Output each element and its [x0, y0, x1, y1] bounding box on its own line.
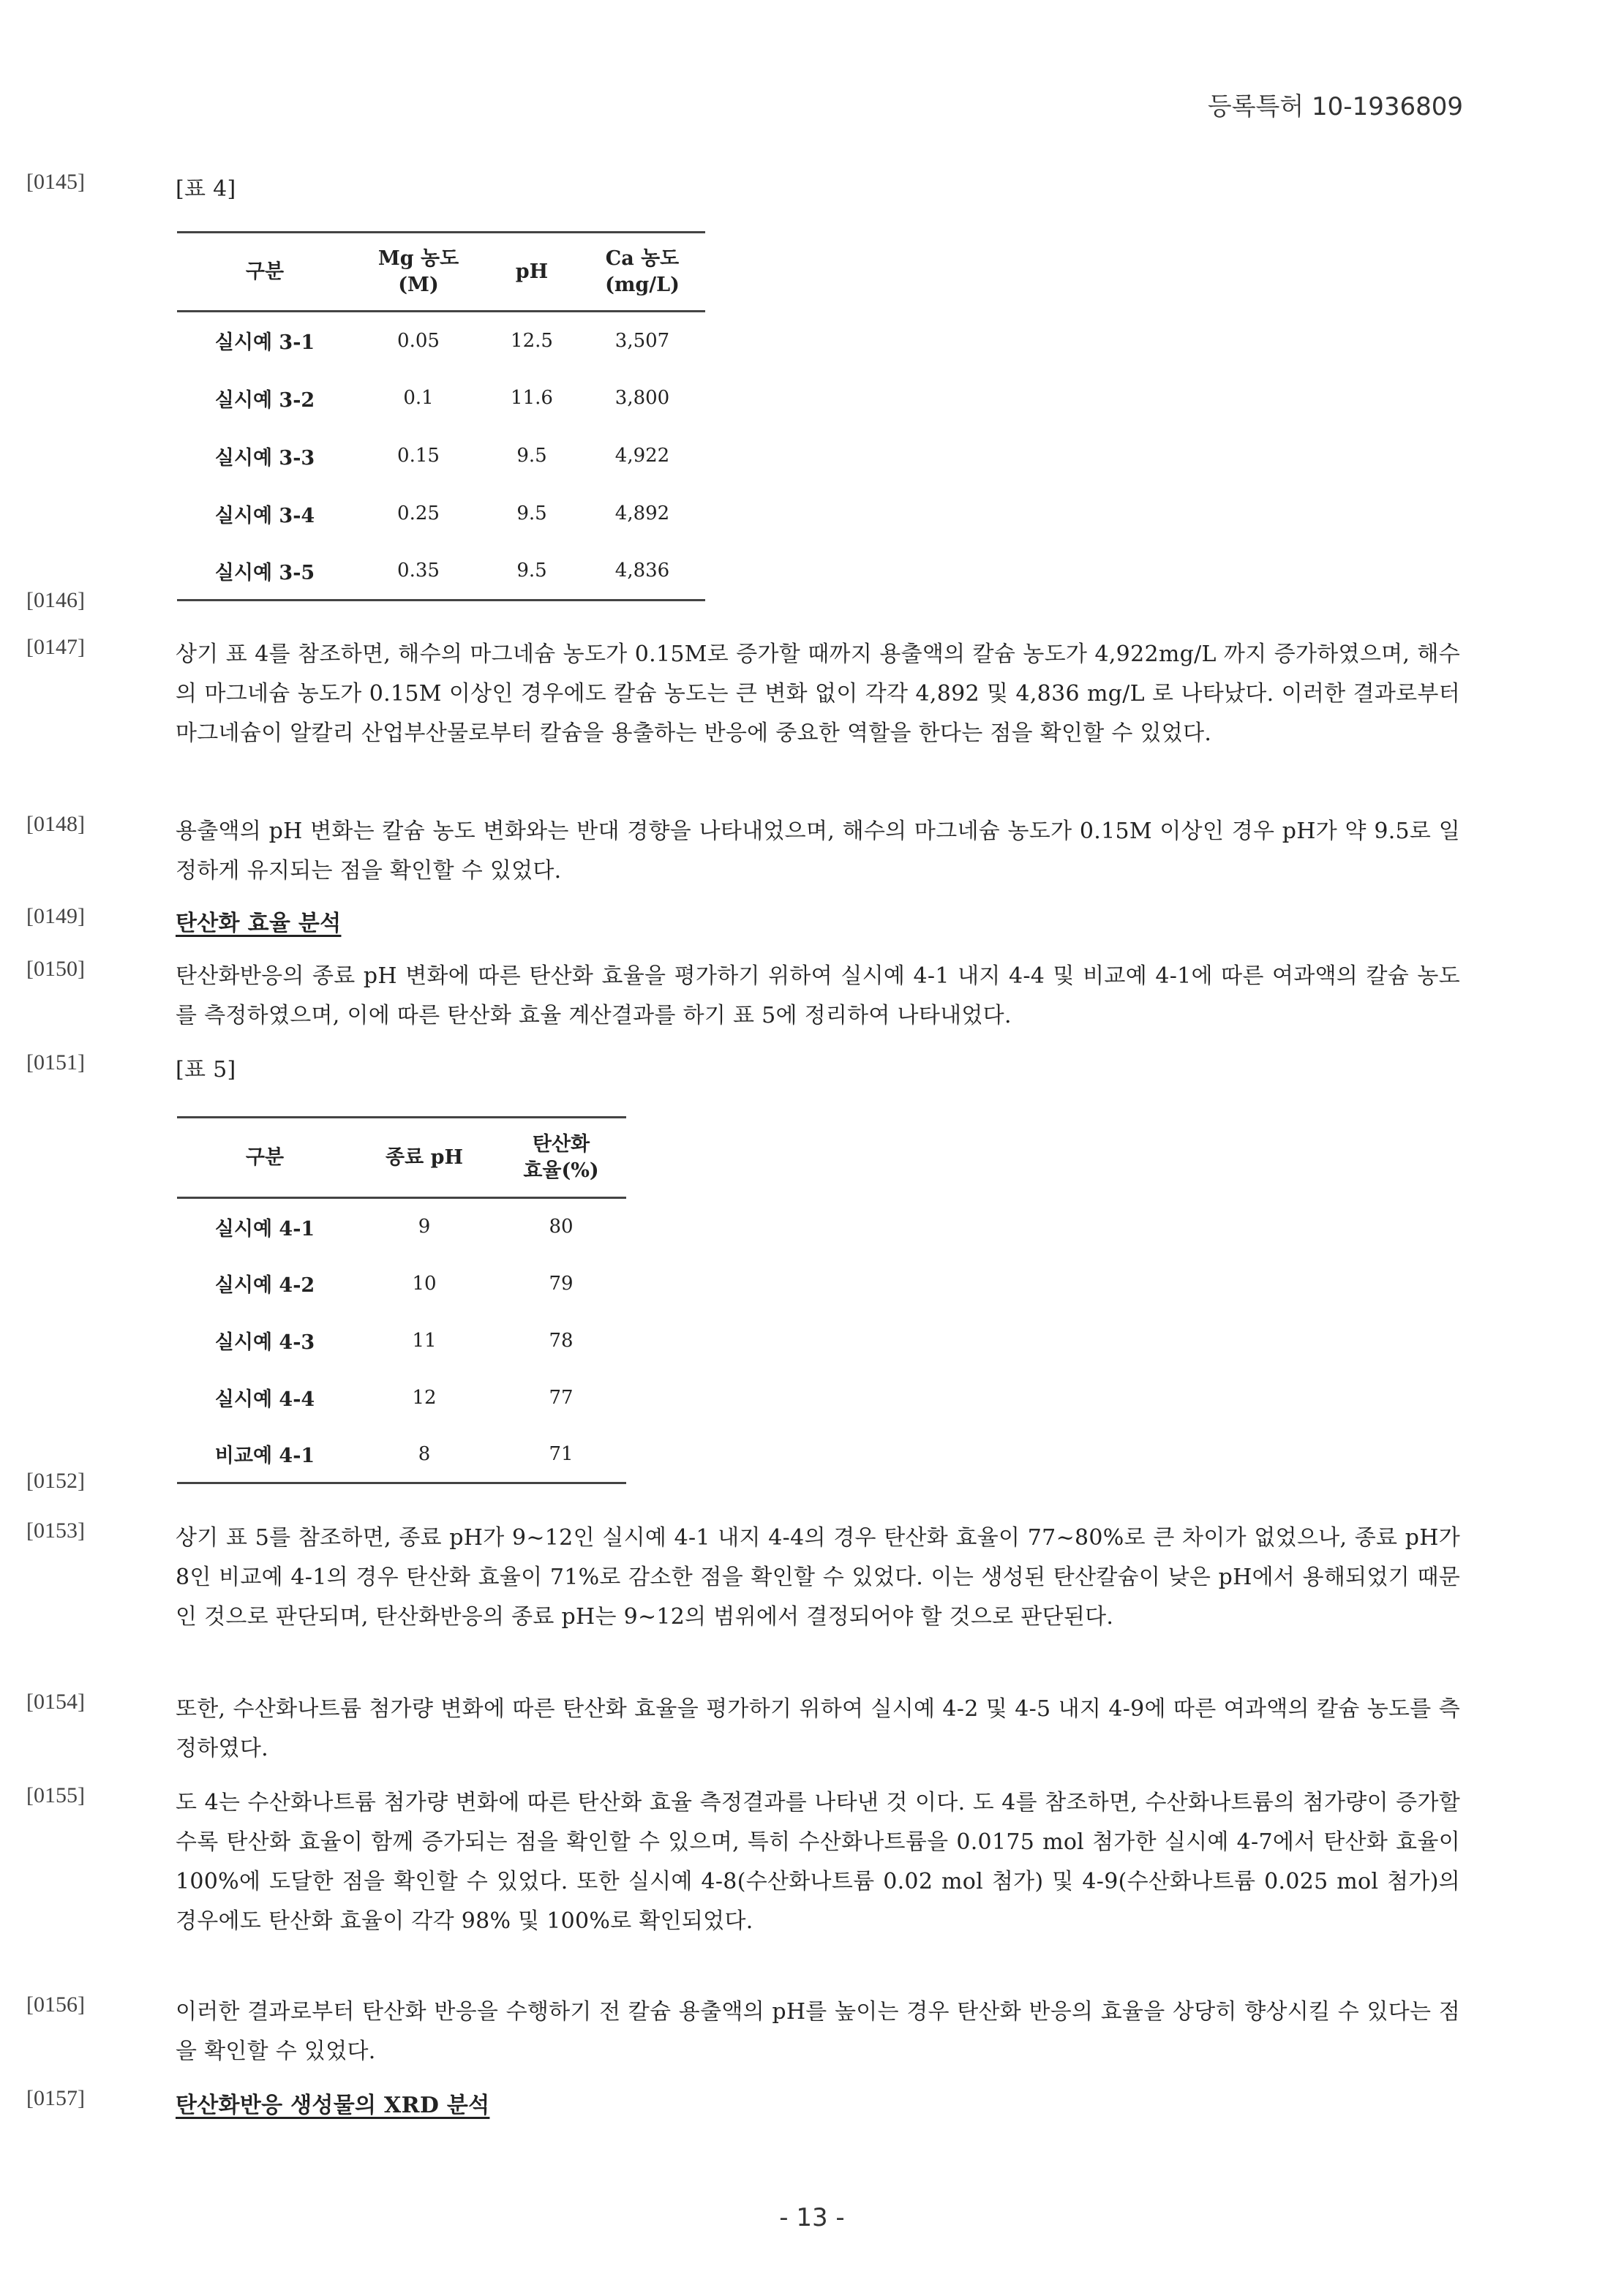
table-row: 비교예 4-1 8 71 [177, 1426, 626, 1483]
paragraph-number: [0154] [26, 1690, 85, 1714]
paragraph-number: [0157] [26, 2086, 85, 2110]
table-row: 실시예 3-1 0.05 12.5 3,507 [214, 329, 670, 355]
paragraph-text: 용출액의 pH 변화는 칼슘 농도 변화와는 반대 경향을 나타내었으며, 해수의 마그네슘 농도가 0.15M 이상인 경우 pH가 약 9.5로 일정하게 유지되는 점을 확인할 수 있었다. [176, 818, 1460, 884]
paragraph-text: 탄산화반응의 종료 pH 변화에 따른 탄산화 효율을 평가하기 위하여 실시예 4-1 내지 4-4 및 비교예 4-1에 따른 여과액의 칼슘 농도를 측정하였으며, 이에 따른 탄산화 효율 계산결과를 하기 표 5에 정리하여 나타내었다. [176, 963, 1460, 1028]
table-caption: [표 4] [176, 176, 236, 202]
table-4 [177, 231, 705, 601]
header-mg-concentration: Mg 농도 (M) [353, 233, 484, 312]
table-row: 실시예 4-1 9 80 [214, 1216, 574, 1241]
table-row: 실시예 3-3 0.15 9.5 4,922 [214, 445, 670, 470]
header-ca-concentration: Ca 농도 (mg/L) [579, 233, 705, 312]
paragraph-0155 [26, 1783, 1460, 1941]
paragraph-0149 [26, 904, 1460, 944]
paragraph-number-0152: [0152] [26, 1469, 85, 1493]
table-row: 실시예 3-4 0.25 9.5 4,892 [214, 503, 670, 527]
paragraph-0150 [26, 957, 1460, 1036]
table-row: 실시예 3-2 0.1 11.6 3,800 [214, 387, 670, 412]
paragraph-0156 [26, 1992, 1460, 2071]
table-header-row [177, 1118, 626, 1198]
header-carbonation-efficiency: 탄산화 효율(%) [496, 1118, 626, 1198]
table-row: 실시예 3-5 0.35 9.5 4,836 [177, 543, 705, 601]
table-caption: [표 5] [176, 1057, 236, 1083]
paragraph-number: [0150] [26, 957, 85, 981]
header-category: 구분 [177, 1118, 353, 1198]
paragraph-text: 또한, 수산화나트륨 첨가량 변화에 따른 탄산화 효율을 평가하기 위하여 실시예 4-2 및 4-5 내지 4-9에 따른 여과액의 칼슘 농도를 측정하였다. [176, 1696, 1460, 1761]
paragraph-0147 [26, 635, 1460, 753]
paragraph-text: 상기 표 4를 참조하면, 해수의 마그네슘 농도가 0.15M로 증가할 때까지 용출액의 칼슘 농도가 4,922mg/L 까지 증가하였으며, 해수의 마그네슘 농도가 0.15M 이상인 경우에도 칼슘 농도는 큰 변화 없이 각각 4,892 및 4,836 mg/L 로 나타났다. 이러한 결과로부터 마그네슘이 알칼리 산업부산물로부터 칼슘을 용출하는 반응에 중요한 역할을 한다는 점을 확인할 수 있었다. [176, 641, 1460, 746]
table-5 [177, 1116, 626, 1484]
paragraph-0148 [26, 812, 1460, 891]
patent-number: 등록특허 10-1936809 [1207, 92, 1463, 121]
table-row: 실시예 4-3 11 78 [214, 1329, 574, 1354]
paragraph-0154 [26, 1690, 1460, 1769]
paragraph-text: 이러한 결과로부터 탄산화 반응을 수행하기 전 칼슘 용출액의 pH를 높이는 경우 탄산화 반응의 효율을 상당히 향상시킬 수 있다는 점을 확인할 수 있었다. [176, 1999, 1460, 2064]
paragraph-number: [0147] [26, 635, 85, 659]
table-header-row [177, 233, 705, 312]
paragraph-0145 [26, 170, 1460, 209]
paragraph-number: [0155] [26, 1783, 85, 1807]
header-ph: pH [484, 233, 579, 312]
paragraph-number: [0153] [26, 1518, 85, 1543]
page-number: - 13 - [779, 2203, 845, 2232]
paragraph-0151 [26, 1050, 1460, 1090]
paragraph-number: [0151] [26, 1050, 85, 1074]
paragraph-text: 상기 표 5를 참조하면, 종료 pH가 9~12인 실시예 4-1 내지 4-4의 경우 탄산화 효율이 77~80%로 큰 차이가 없었으나, 종료 pH가 8인 비교예 4-1의 경우 탄산화 효율이 71%로 감소한 점을 확인할 수 있었다. 이는 생성된 탄산칼슘이 낮은 pH에서 용해되었기 때문인 것으로 판단되며, 탄산화반응의 종료 pH는 9~12의 범위에서 결정되어야 할 것으로 판단된다. [176, 1525, 1460, 1630]
paragraph-0153 [26, 1518, 1460, 1637]
paragraph-text: 도 4는 수산화나트륨 첨가량 변화에 따른 탄산화 효율 측정결과를 나타낸 것 이다. 도 4를 참조하면, 수산화나트륨의 첨가량이 증가할수록 탄산화 효율이 함께 증가되는 점을 확인할 수 있으며, 특히 수산화나트륨을 0.0175 mol 첨가한 실시예 4-7에서 탄산화 효율이 100%에 도달한 점을 확인할 수 있었다. 또한 실시예 4-8(수산화나트륨 0.02 mol 첨가) 및 4-9(수산화나트륨 0.025 mol 첨가)의 경우에도 탄산화 효율이 각각 98% 및 100%로 확인되었다. [176, 1790, 1460, 1934]
section-heading: 탄산화반응 생성물의 XRD 분석 [176, 2093, 490, 2118]
table-row: 실시예 4-4 12 77 [214, 1386, 574, 1411]
paragraph-number: [0149] [26, 904, 85, 928]
paragraph-number: [0145] [26, 170, 85, 194]
header-category: 구분 [177, 233, 353, 312]
header-end-ph: 종료 pH [353, 1118, 496, 1198]
section-heading: 탄산화 효율 분석 [176, 911, 342, 936]
paragraph-number: [0148] [26, 812, 85, 836]
paragraph-number: [0156] [26, 1992, 85, 2017]
paragraph-0157 [26, 2086, 1460, 2126]
table-row: 실시예 4-2 10 79 [214, 1272, 574, 1297]
paragraph-number-0146: [0146] [26, 588, 85, 612]
